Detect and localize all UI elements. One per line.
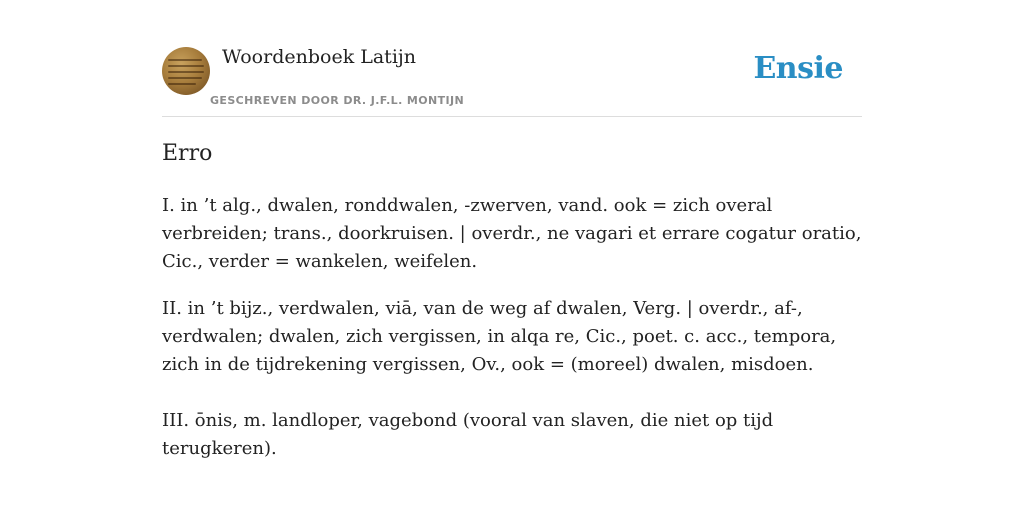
page-container xyxy=(162,0,862,459)
dictionary-title[interactable]: Woordenboek Latijn xyxy=(222,46,417,68)
definition-paragraph-1: I. in ’t alg., dwalen, ronddwalen, -zwerven, vand. ook = zich overal verbreiden; trans., doorkruisen. | overdr., ne vagari et errare cogatur oratio, Cic., verder = wankelen, weifelen. xyxy=(162,195,862,272)
coin-logo-icon[interactable] xyxy=(162,47,210,95)
definition-paragraph-3: III. ōnis, m. landloper, vagebond (vooral van slaven, die niet op tijd terugkeren). xyxy=(162,410,774,459)
definition-paragraph-2: II. in ’t bijz., verdwalen, viā, van de weg af dwalen, Verg. | overdr., af-, verdwalen; dwalen, zich vergissen, in alqa re, Cic., poet. c. acc., tempora, zich in de tijdrekening vergissen, Ov., ook = (moreel) dwalen, misdoen. xyxy=(162,298,837,375)
page-header xyxy=(162,0,862,117)
entry-title: Erro xyxy=(162,141,213,166)
author-byline: GESCHREVEN DOOR DR. J.F.L. MONTIJN xyxy=(210,94,465,107)
brand-logo[interactable]: Ensie xyxy=(753,51,843,86)
